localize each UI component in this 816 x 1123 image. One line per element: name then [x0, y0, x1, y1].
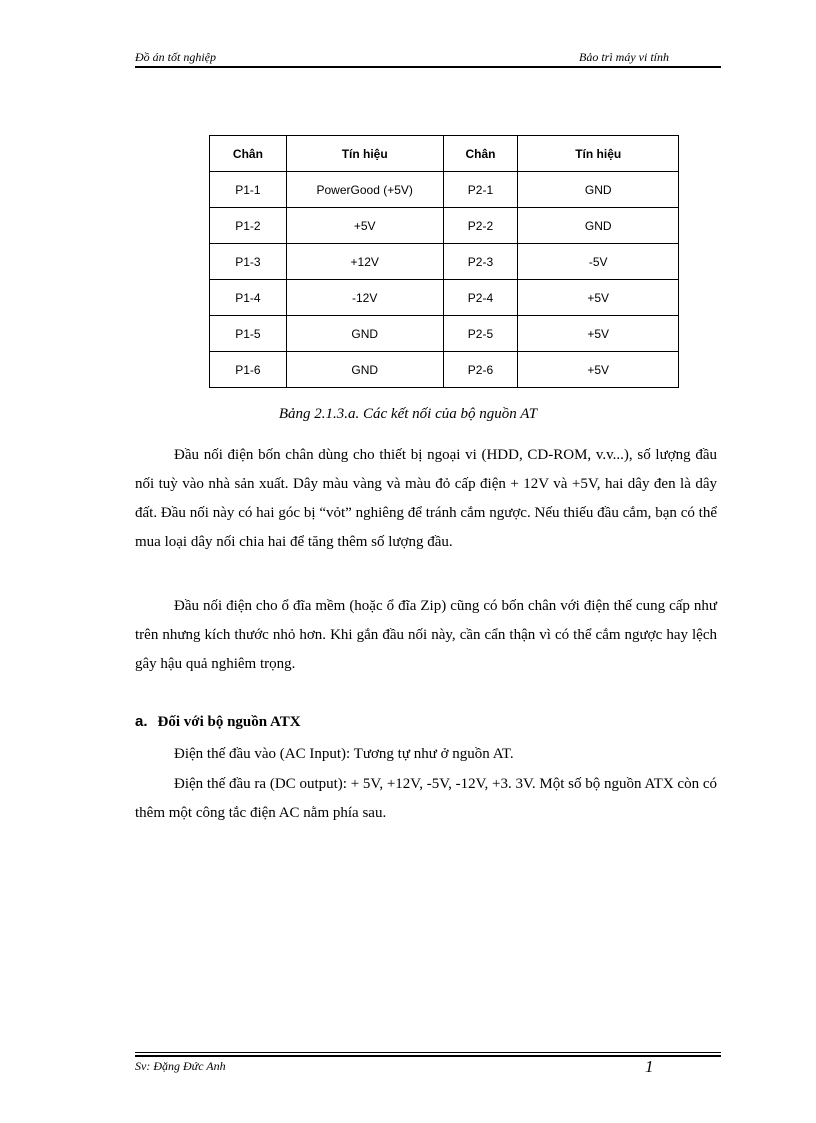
table-cell: P1-3: [210, 244, 287, 280]
table-row: [210, 172, 679, 208]
table-cell: P1-6: [210, 352, 287, 388]
table-cell: GND: [286, 352, 443, 388]
column-header: Chân: [210, 136, 287, 172]
page-number: 1: [645, 1057, 654, 1076]
footer-divider: [135, 1055, 721, 1057]
table-cell: +5V: [518, 280, 679, 316]
table-cell: +5V: [518, 352, 679, 388]
table-cell: GND: [286, 316, 443, 352]
table-row: [210, 352, 679, 388]
header-left: Đồ án tốt nghiệp: [135, 50, 216, 64]
table-cell: P2-6: [443, 352, 518, 388]
footer-divider: [135, 1052, 721, 1053]
table-cell: +12V: [286, 244, 443, 280]
table-row: [210, 316, 679, 352]
table-cell: GND: [518, 208, 679, 244]
table-cell: P2-1: [443, 172, 518, 208]
table-cell: -12V: [286, 280, 443, 316]
paragraph-dc-output: Điện thế đầu ra (DC output): + 5V, +12V, -5V, -12V, +3. 3V. Một số bộ nguồn ATX còn có thêm một công tắc điện AC nằm phía sau.: [135, 776, 717, 821]
table-cell: P1-5: [210, 316, 287, 352]
table-row: [210, 208, 679, 244]
table-cell: P2-2: [443, 208, 518, 244]
table-cell: +5V: [286, 208, 443, 244]
table-row: [210, 280, 679, 316]
table-cell: P2-4: [443, 280, 518, 316]
header-right: Bảo trì máy vi tính: [579, 50, 669, 64]
table-header-row: [210, 136, 679, 172]
table-cell: +5V: [518, 316, 679, 352]
footer-student: Sv: Đặng Đức Anh: [135, 1059, 226, 1073]
table-cell: P1-2: [210, 208, 287, 244]
at-connector-table: [209, 135, 679, 388]
column-header: Tín hiệu: [286, 136, 443, 172]
paragraph-peripheral-connector: Đầu nối điện bốn chân dùng cho thiết bị ngoại vi (HDD, CD-ROM, v.v...), số lượng đầu nối tuỳ vào nhà sản xuất. Dây màu vàng và màu đỏ cấp điện + 12V và +5V, hai dây đen là dây đất. Đầu nối này có hai góc bị “vỏt” nghiêng để tránh cắm ngược. Nếu thiếu đầu cắm, bạn có thể mua loại dây nối chia hai để tăng thêm số lượng đầu.: [135, 447, 717, 550]
paragraph-floppy-connector: Đầu nối điện cho ổ đĩa mềm (hoặc ổ đĩa Zip) cũng có bốn chân với điện thế cung cấp như trên nhưng kích thước nhỏ hơn. Khi gắn đầu nối này, cần cẩn thận vì có thể cắm ngược hay lệch gây hậu quả nghiêm trọng.: [135, 598, 717, 672]
table-cell: GND: [518, 172, 679, 208]
table-cell: P2-3: [443, 244, 518, 280]
column-header: Tín hiệu: [518, 136, 679, 172]
table-cell: PowerGood (+5V): [286, 172, 443, 208]
section-title: Đối với bộ nguồn ATX: [157, 714, 301, 730]
column-header: Chân: [443, 136, 518, 172]
table-caption: Bảng 2.1.3.a. Các kết nối của bộ nguồn AT: [278, 406, 538, 422]
section-heading: [135, 713, 301, 731]
table-cell: P2-5: [443, 316, 518, 352]
table-cell: P1-4: [210, 280, 287, 316]
section-marker: a.: [135, 713, 148, 730]
table-row: [210, 244, 679, 280]
paragraph-ac-input: Điện thế đầu vào (AC Input): Tương tự như ở nguồn AT.: [174, 746, 514, 762]
page-header: [135, 48, 721, 68]
table-cell: P1-1: [210, 172, 287, 208]
table-cell: -5V: [518, 244, 679, 280]
